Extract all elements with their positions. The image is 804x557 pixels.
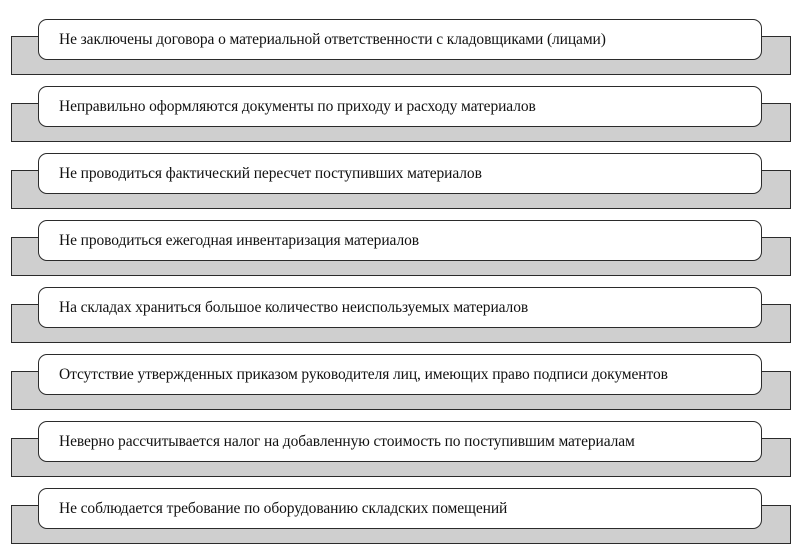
item-label: Неправильно оформляются документы по приходу и расходу материалов: [59, 97, 536, 115]
item-label: Отсутствие утвержденных приказом руководителя лиц, имеющих право подписи документов: [59, 365, 668, 383]
item-label: Не соблюдается требование по оборудованию складских помещений: [59, 499, 508, 517]
list-item: [11, 150, 791, 210]
item-box: [38, 421, 762, 462]
list-item: [11, 351, 791, 411]
item-box: [38, 354, 762, 395]
list-item: [11, 16, 791, 76]
item-box: [38, 220, 762, 261]
item-label: Не заключены договора о материальной ответственности с кладовщиками (лицами): [59, 30, 606, 48]
item-label: Не проводиться ежегодная инвентаризация материалов: [59, 231, 419, 249]
item-box: [38, 19, 762, 60]
item-label: Неверно рассчитывается налог на добавленную стоимость по поступившим материалам: [59, 432, 635, 450]
list-item: [11, 485, 791, 545]
item-box: [38, 86, 762, 127]
item-label: На складах храниться большое количество неиспользуемых материалов: [59, 298, 529, 316]
item-box: [38, 153, 762, 194]
list-item: [11, 418, 791, 478]
list-item: [11, 217, 791, 277]
item-label: Не проводиться фактический пересчет поступивших материалов: [59, 164, 482, 182]
item-box: [38, 287, 762, 328]
item-box: [38, 488, 762, 529]
list-item: [11, 284, 791, 344]
list-item: [11, 83, 791, 143]
